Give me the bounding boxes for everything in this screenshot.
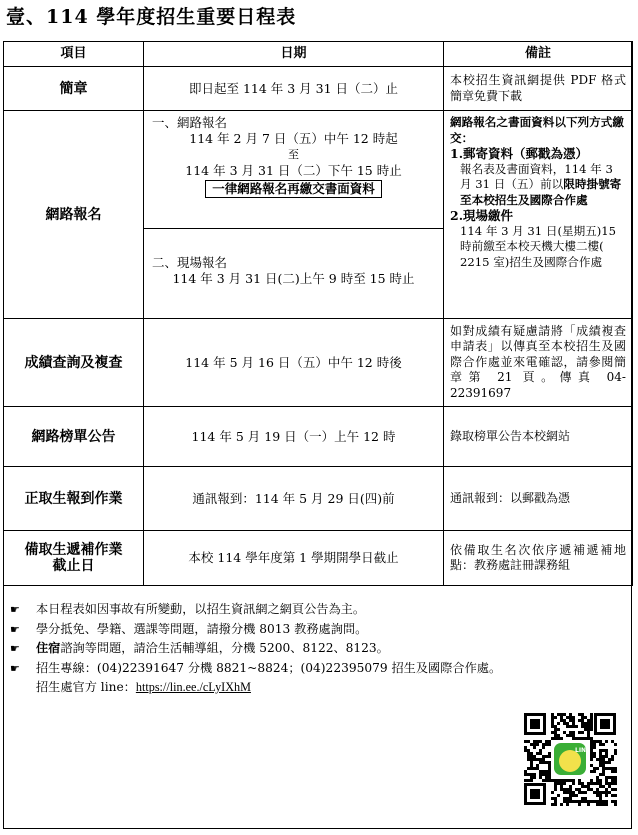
row-item-line2: 截止日	[52, 558, 95, 574]
note-bold: 住宿	[36, 641, 61, 655]
table-row	[4, 319, 633, 407]
online-end: 114 年 3 月 31 日（二）下午 15 時止	[185, 163, 402, 178]
online-to: 至	[288, 148, 299, 161]
row-note	[444, 111, 633, 319]
table-row	[4, 531, 633, 586]
row-date: 通訊報到：114 年 5 月 29 日(四)前	[144, 467, 444, 531]
row-item: 簡章	[4, 67, 144, 111]
header-row	[4, 42, 633, 67]
schedule-table	[3, 41, 633, 586]
online-start: 114 年 2 月 7 日（五）中午 12 時起	[189, 131, 398, 146]
line-logo-icon	[552, 741, 590, 777]
online-boxed-note: 一律網路報名再繳交書面資料	[205, 180, 382, 198]
table-row	[4, 407, 633, 467]
row-item-line1: 備取生遞補作業	[24, 542, 123, 558]
header-note: 備註	[444, 42, 633, 67]
row-note: 本校招生資訊網提供 PDF 格式簡章免費下載	[444, 67, 633, 111]
note-mail-text: 報名表及書面資料，114 年 3 月 31 日（五）前以	[460, 161, 613, 191]
pointing-hand-icon: ☛	[10, 603, 20, 616]
row-item: 成績查詢及複查	[4, 319, 144, 407]
onsite-title: 二、現場報名	[152, 255, 228, 270]
table-row	[4, 67, 633, 111]
line-qr-code	[522, 711, 618, 807]
notes-list	[10, 600, 510, 698]
row-note: 依備取生名次依序遞補遞補地點：教務處註冊課務組	[444, 531, 633, 586]
row-date: 114 年 5 月 19 日（一）上午 12 時	[144, 407, 444, 467]
row-item: 正取生報到作業	[4, 467, 144, 531]
online-title: 一、網路報名	[152, 115, 228, 130]
row-date: 本校 114 學年度第 1 學期開學日截止	[144, 531, 444, 586]
note-mail-title: 1.郵寄資料（郵戳為憑）	[450, 146, 589, 161]
table-row	[4, 467, 633, 531]
onsite-time: 114 年 3 月 31 日(二)上午 9 時至 15 時止	[172, 271, 415, 286]
note-text	[36, 678, 251, 698]
line-link[interactable]: https://lin.ee./cLyIXhM	[135, 680, 251, 694]
header-item: 項目	[4, 42, 144, 67]
note-item	[10, 620, 510, 640]
note-head: 網路報名之書面資料以下列方式繳交：	[450, 115, 624, 145]
row-note: 通訊報到：以郵戳為憑	[444, 467, 633, 531]
row-date: 114 年 5 月 16 日（五）中午 12 時後	[144, 319, 444, 407]
page-title: 壹、114 學年度招生重要日程表	[6, 6, 297, 28]
table-row	[4, 111, 633, 229]
note-text: 學分抵免、學籍、選課等問題，請撥分機 8013 教務處詢問。	[36, 621, 368, 636]
pointing-hand-icon: ☛	[10, 661, 20, 675]
note-item	[10, 639, 510, 659]
row-item	[4, 531, 144, 586]
note-mail-body	[450, 162, 626, 209]
row-note: 錄取榜單公告本校網站	[444, 407, 633, 467]
note-text: 本日程表如因事故有所變動，以招生資訊網之網頁公告為主。	[36, 602, 366, 616]
note-item	[10, 659, 510, 679]
line-label: 招生處官方 line：	[36, 680, 136, 694]
online-registration	[144, 111, 444, 229]
row-item: 網路榜單公告	[4, 407, 144, 467]
row-note: 如對成績有疑慮請將「成績複查申請表」以傳真至本校招生及國際合作處並來電確認，請參閱簡章第 21 頁。傳真 04-22391697	[444, 319, 633, 407]
onsite-registration	[144, 229, 444, 319]
pointing-hand-icon: ☛	[10, 622, 20, 636]
row-date: 即日起至 114 年 3 月 31 日（二）止	[144, 67, 444, 111]
header-date: 日期	[144, 42, 444, 67]
note-mail-bold: 限時掛號寄至本校招生及國際合作處	[460, 177, 622, 207]
line-logo-text: LINE	[575, 747, 591, 754]
note-text: 招生專線：(04)22391647 分機 8821~8824；(04)22395079 招生及國際合作處。	[36, 660, 502, 675]
note-onsite-body: 114 年 3 月 31 日(星期五)15 時前繳至本校天機大樓二樓( 2215 室)招生及國際合作處	[460, 223, 617, 269]
note-text	[36, 639, 389, 659]
note-rest: 諮詢等問題，請洽生活輔導組，分機 5200、8122、8123。	[60, 641, 389, 655]
note-item	[10, 600, 510, 620]
row-item: 網路報名	[4, 111, 144, 319]
note-item	[10, 678, 510, 698]
note-onsite-title: 2.現場繳件	[450, 208, 514, 223]
pointing-hand-icon: ☛	[10, 642, 20, 655]
